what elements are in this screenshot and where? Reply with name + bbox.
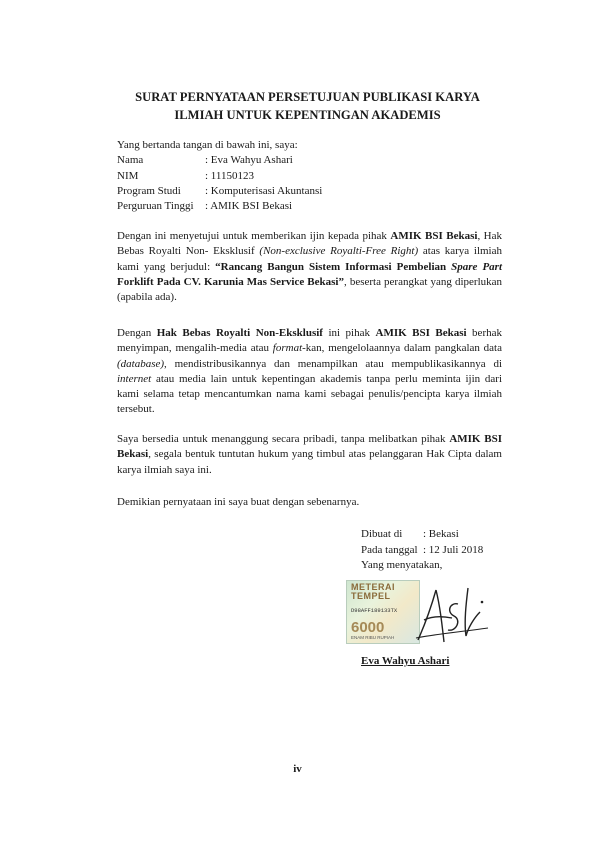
document-title [60, 88, 555, 124]
text-run: , Hak Bebas Royalti Non- Eksklusif [117, 230, 502, 258]
text-run: berhak menyimpan, mengalih-media atau [117, 327, 502, 355]
text-bold: Hak Bebas Royalti Non-Eksklusif [156, 327, 323, 339]
date-value: : 12 Juli 2018 [423, 543, 484, 556]
text-run: , segala bentuk tuntutan hukum yang timbul atas pelanggaran Hak Cipta dalam karya ilmiah saya ini. [117, 448, 502, 476]
thesis-title: “Rancang Bangun Sistem Informasi Pembelian [215, 260, 452, 273]
institution-name: AMIK BSI Bekasi [375, 327, 467, 339]
identity-label: Nama [117, 154, 144, 167]
stamp-subtext: ENAM RIBU RUPIAH [351, 635, 395, 640]
identity-row-program [117, 184, 502, 199]
title-line-2: ILMIAH UNTUK KEPENTINGAN AKADEMIS [174, 108, 441, 122]
identity-value: : 11150123 [205, 169, 254, 182]
text-run: atas karya ilmiah kami yang berjudul: [117, 245, 502, 273]
text-run: -kan, mengelolaannya dalam pangkalan data [302, 342, 502, 355]
paragraph-rights [117, 326, 502, 418]
handwritten-signature [396, 582, 496, 648]
identity-row-name [117, 153, 502, 168]
signer-name: Eva Wahyu Ashari [361, 655, 450, 667]
date-row [361, 543, 483, 559]
date-label: Pada tanggal [361, 543, 418, 556]
closing-text: Yang menyatakan, [361, 559, 443, 571]
title-line-1: SURAT PERNYATAAN PERSETUJUAN PUBLIKASI KARYA [135, 90, 480, 104]
place-value: : Bekasi [423, 528, 459, 540]
paragraph-closing: Demikian pernyataan ini saya buat dengan sebenarnya. [117, 496, 360, 508]
paragraph-liability [117, 432, 502, 478]
identity-label: Program Studi [117, 184, 181, 197]
identity-section [117, 138, 502, 214]
thesis-title-italic: Spare Part [451, 260, 503, 273]
identity-row-institution [117, 199, 502, 214]
text-run: atau media lain untuk kepentingan akademis tanpa perlu meminta ijin dari kami selama tetap mencantumkan nama kami sebagai penulis/pencipta karya ilmiah tersebut. [117, 372, 502, 416]
page-number: iv [293, 763, 302, 775]
text-italic: (Non-exclusive Royalti-Free Right) [259, 245, 419, 258]
identity-label: Perguruan Tinggi [117, 200, 194, 213]
identity-row-nim [117, 169, 502, 184]
text-run: , mendistribusikannya dan menampilkan atau mempublikasikannya di [164, 357, 502, 370]
stamp-serial: D98AFF189133TX [351, 607, 398, 614]
signature-block [361, 527, 483, 574]
intro-text: Yang bertanda tangan di bawah ini, saya: [117, 139, 298, 151]
stamp-title: METERAI TEMPEL [351, 582, 395, 601]
text-run: ini pihak [322, 327, 376, 339]
place-row [361, 527, 483, 543]
stamp-value: 6000 [351, 619, 385, 636]
paragraph-consent [117, 229, 502, 305]
institution-name: AMIK BSI Bekasi [117, 433, 502, 461]
text-italic: internet [117, 372, 152, 385]
thesis-title: Forklift Pada CV. Karunia Mas Service Bekasi” [117, 275, 344, 288]
text-run: , beserta perangkat yang diperlukan (apabila ada). [117, 275, 503, 304]
text-run: Saya bersedia untuk menanggung secara pribadi, tanpa melibatkan pihak [117, 433, 450, 445]
identity-value: : Komputerisasi Akuntansi [205, 184, 323, 197]
text-italic: format [272, 342, 303, 355]
institution-name: AMIK BSI Bekasi [390, 230, 478, 242]
identity-label: NIM [117, 169, 139, 182]
identity-value: : Eva Wahyu Ashari [205, 154, 293, 167]
text-italic: (database) [117, 357, 165, 370]
identity-value: : AMIK BSI Bekasi [205, 200, 293, 213]
text-run: Dengan ini menyetujui untuk memberikan ijin kepada pihak [117, 230, 391, 242]
text-run: Dengan [117, 327, 157, 339]
place-label: Dibuat di [361, 528, 403, 540]
